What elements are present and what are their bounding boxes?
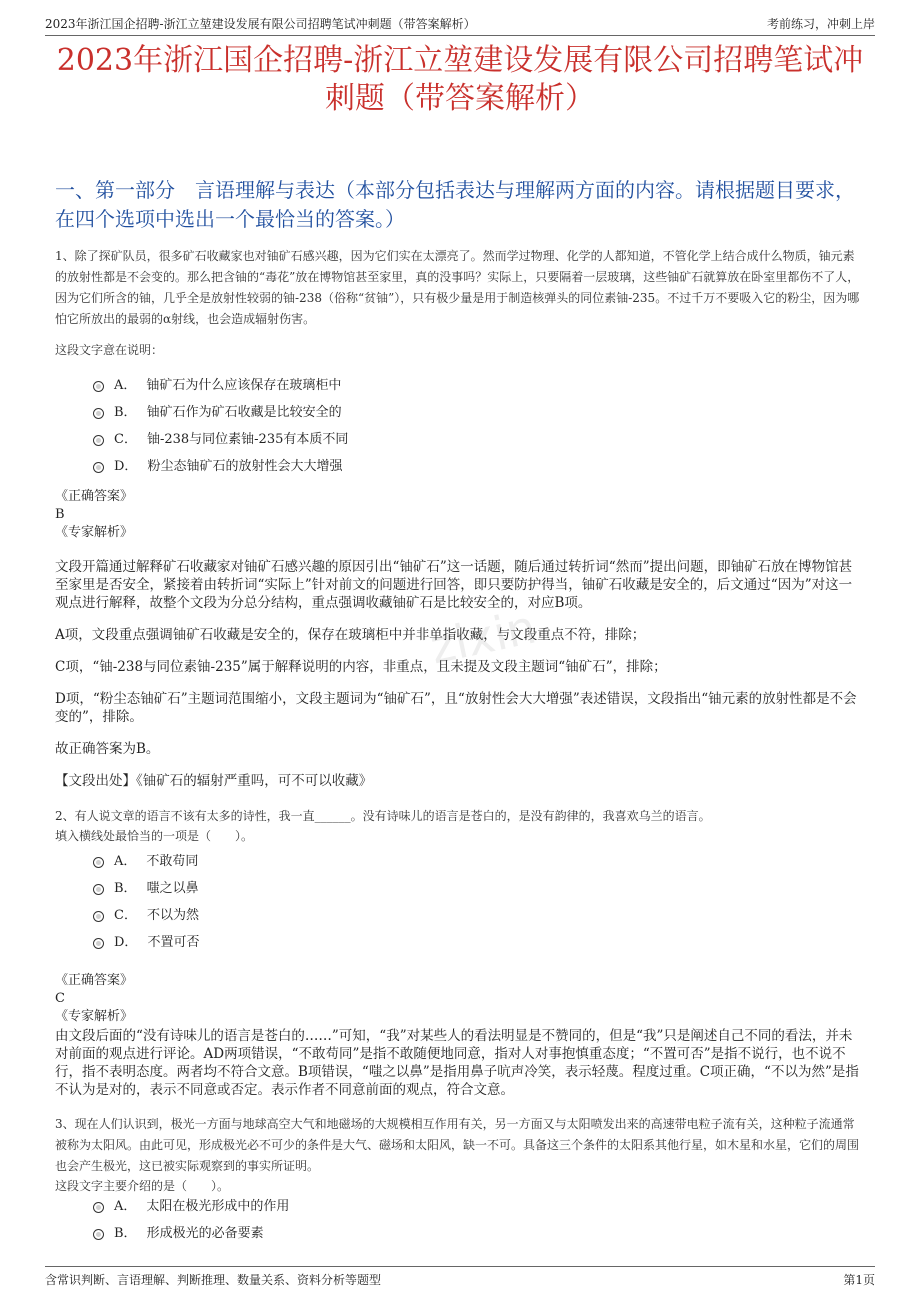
q3-stem: 这段文字主要介绍的是（ ）。 — [55, 1179, 230, 1193]
answer-heading: 《正确答案》 — [55, 489, 134, 504]
q2-option-d[interactable]: D． 不置可否 — [93, 927, 199, 954]
q2-options — [93, 846, 199, 954]
radio-icon[interactable] — [93, 381, 104, 392]
q2-answer-block — [55, 972, 865, 1026]
radio-icon[interactable] — [93, 911, 104, 922]
q1-answer-block — [55, 488, 865, 542]
section-heading: 一、第一部分 言语理解与表达（本部分包括表达与理解两方面的内容。请根据题目要求，在四个选项中选出一个最恰当的答案。） — [55, 178, 855, 231]
radio-icon[interactable] — [93, 462, 104, 473]
footer-note: 含常识判断、言语理解、判断推理、数量关系、资料分析等题型 — [45, 1273, 382, 1287]
explanation-paragraph: 故正确答案为B。 — [55, 741, 160, 757]
radio-icon[interactable] — [93, 857, 104, 868]
answer-value: C — [55, 991, 65, 1006]
explanation-paragraph: 文段开篇通过解释矿石收藏家对铀矿石感兴趣的原因引出“铀矿石”这一话题，随后通过转折词“然而”提出问题，即铀矿石放在博物馆甚至家里是否安全，紧接着由转折词“实际上”针对前文的问题进行回答，即只要防护得当，铀矿石收藏是安全的，后文通过“因为”对这一观点进行解释，故整个文段为分总分结构，重点强调收藏铀矿石是比较安全的，对应B项。 — [55, 559, 853, 611]
q1-option-d[interactable]: D． 粉尘态铀矿石的放射性会大大增强 — [93, 451, 348, 478]
q1-option-c[interactable]: C． 铀-238与同位素铀-235有本质不同 — [93, 424, 348, 451]
radio-icon[interactable] — [93, 1202, 104, 1213]
q1-explanation — [55, 558, 865, 790]
page-number: 第1页 — [843, 1273, 875, 1287]
q1-option-a[interactable]: A． 铀矿石为什么应该保存在玻璃柜中 — [93, 370, 348, 397]
q1-options — [93, 370, 348, 478]
q2-option-b[interactable]: B． 嗤之以鼻 — [93, 873, 199, 900]
header-slogan: 考前练习，冲刺上岸 — [766, 17, 875, 31]
explanation-heading: 《专家解析》 — [55, 1009, 134, 1024]
explanation-heading: 《专家解析》 — [55, 525, 134, 540]
q2-option-a[interactable]: A． 不敢苟同 — [93, 846, 199, 873]
header-title: 2023年浙江国企招聘-浙江立堃建设发展有限公司招聘笔试冲刺题（带答案解析） — [45, 17, 476, 31]
q2-passage: 2、有人说文章的语言不该有太多的诗性，我一直______。没有诗味儿的语言是苍白的，是没有韵律的，我喜欢乌兰的语言。 — [55, 809, 711, 823]
q2-explanation: 由文段后面的“没有诗味儿的语言是苍白的……”可知，“我”对某些人的看法明显是不赞同的，但是“我”只是阐述自己不同的看法，并未对前面的观点进行评论。AD两项错误，“不敢苟同”是指不敢随便地同意，指对人对事抱慎重态度；“不置可否”是指不说行，也不说不行，指不表明态度。两者均不符合文意。B项错误，“嗤之以鼻”是指用鼻子吭声冷笑，表示轻蔑。程度过重。C项正确，“不以为然”是指不认为是对的，表示不同意或否定。表示作者不同意前面的观点，符合文意。 — [55, 1028, 859, 1098]
q3-option-a[interactable]: A． 太阳在极光形成中的作用 — [93, 1191, 289, 1218]
explanation-paragraph: D项，“粉尘态铀矿石”主题词范围缩小，文段主题词为“铀矿石”，且“放射性会大大增强”表述错误，文段指出“铀元素的放射性都是不会变的”，排除。 — [55, 691, 857, 725]
radio-icon[interactable] — [93, 884, 104, 895]
q1-option-b[interactable]: B． 铀矿石作为矿石收藏是比较安全的 — [93, 397, 348, 424]
q1-passage: 1、除了探矿队员，很多矿石收藏家也对铀矿石感兴趣，因为它们实在太漂亮了。然而学过物理、化学的人都知道，不管化学上结合成什么物质，铀元素的放射性都是不会变的。那么把含铀的“毒花”放在博物馆甚至家里，真的没事吗？实际上，只要隔着一层玻璃，这些铀矿石就算放在卧室里都伤不了人，因为它们所含的铀，几乎全是放射性较弱的铀-238（俗称“贫铀”），只有极少量是用于制造核弹头的同位素铀-235。不过千万不要吸入它的粉尘，因为哪怕它所放出的最弱的α射线，也会造成辐射伤害。 — [55, 249, 860, 326]
page-footer — [45, 1266, 875, 1288]
q2-option-c[interactable]: C． 不以为然 — [93, 900, 199, 927]
page-header — [45, 10, 875, 36]
radio-icon[interactable] — [93, 408, 104, 419]
source-citation: 【文段出处】《铀矿石的辐射严重吗，可不可以收藏》 — [55, 773, 373, 789]
q1-stem: 这段文字意在说明： — [55, 343, 164, 357]
answer-heading: 《正确答案》 — [55, 973, 134, 988]
watermark: zixin — [425, 599, 541, 675]
explanation-paragraph: A项，文段重点强调铀矿石收藏是安全的，保存在玻璃柜中并非单指收藏，与文段重点不符，排除； — [55, 627, 646, 643]
q3-option-b[interactable]: B． 形成极光的必备要素 — [93, 1218, 289, 1245]
answer-value: B — [55, 507, 65, 522]
q3-passage: 3、现在人们认识到，极光一方面与地球高空大气和地磁场的大规模相互作用有关，另一方面又与太阳喷发出来的高速带电粒子流有关，这种粒子流通常被称为太阳风。由此可见，形成极光必不可少的条件是大气、磁场和太阳风，缺一不可。具备这三个条件的太阳系其他行星，如木星和水星，它们的周围也会产生极光，这已被实际观察到的事实所证明。 — [55, 1117, 860, 1173]
radio-icon[interactable] — [93, 435, 104, 446]
q3-options — [93, 1191, 289, 1245]
radio-icon[interactable] — [93, 938, 104, 949]
document-title: 2023年浙江国企招聘-浙江立堃建设发展有限公司招聘笔试冲刺题（带答案解析） — [56, 43, 864, 116]
q2-stem: 填入横线处最恰当的一项是（ ）。 — [55, 829, 254, 843]
radio-icon[interactable] — [93, 1229, 104, 1240]
explanation-paragraph: C项，“铀-238与同位素铀-235”属于解释说明的内容，非重点，且未提及文段主题词“铀矿石”，排除； — [55, 659, 667, 675]
